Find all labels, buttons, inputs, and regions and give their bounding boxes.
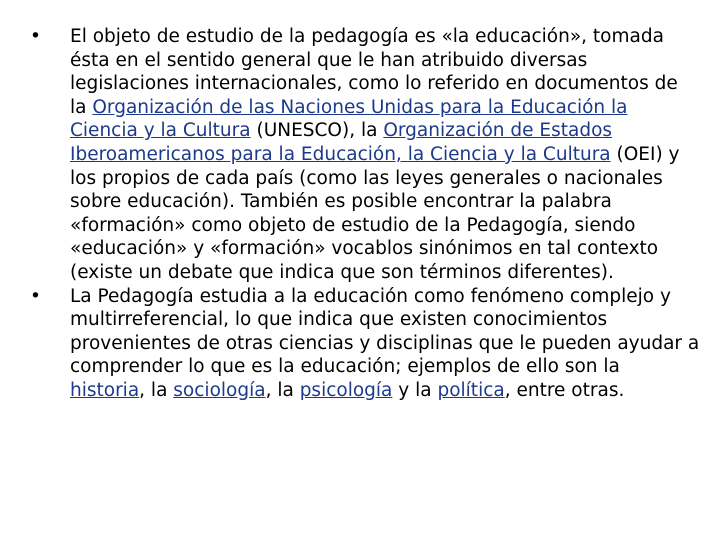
link-oei[interactable]: Organización de Estados Iberoamericanos para la Educación, la Ciencia y la Cultura — [70, 120, 613, 165]
bullet-list — [30, 25, 700, 403]
bullet-item-2 — [30, 285, 700, 403]
bullet-marker: • — [30, 285, 41, 307]
bullet-text: , la — [265, 379, 300, 401]
link-sociologia[interactable]: sociología — [173, 379, 266, 401]
link-unesco[interactable]: Organización de las Naciones Unidas para la Educación la Ciencia y la Cultura — [70, 96, 628, 142]
bullet-text: , entre otras. — [504, 379, 625, 401]
link-historia[interactable]: historia — [70, 379, 140, 401]
bullet-text: (UNESCO), la — [250, 120, 384, 142]
bullet-text: (OEI) y los propios de cada país (como las leyes generales o nacionales sobre educación). También es posible encontrar la palabra «formación» como objeto de estudio de la Pedagogía, siendo «educación» y «formación» vocablos sinónimos en tal contexto (existe un debate que indica que son términos diferentes). — [70, 143, 680, 283]
link-psicologia[interactable]: psicología — [299, 379, 393, 401]
bullet-text: El objeto de estudio de la pedagogía es «la educación», tomada ésta en el sentido general que le han atribuido diversas legislaciones internacionales, como lo referido en documentos de la — [70, 26, 678, 118]
bullet-text: , la — [139, 379, 174, 401]
bullet-marker: • — [30, 26, 41, 47]
bullet-text: y la — [392, 379, 438, 401]
bullet-item-1 — [30, 25, 700, 285]
bullet-text: La Pedagogía estudia a la educación como fenómeno complejo y multirreferencial, lo que indica que existen conocimientos provenientes de otras ciencias y disciplinas que le pueden ayudar a comprender lo que es la educación; ejemplos de ello son la — [70, 285, 700, 378]
link-politica[interactable]: política — [437, 379, 505, 401]
